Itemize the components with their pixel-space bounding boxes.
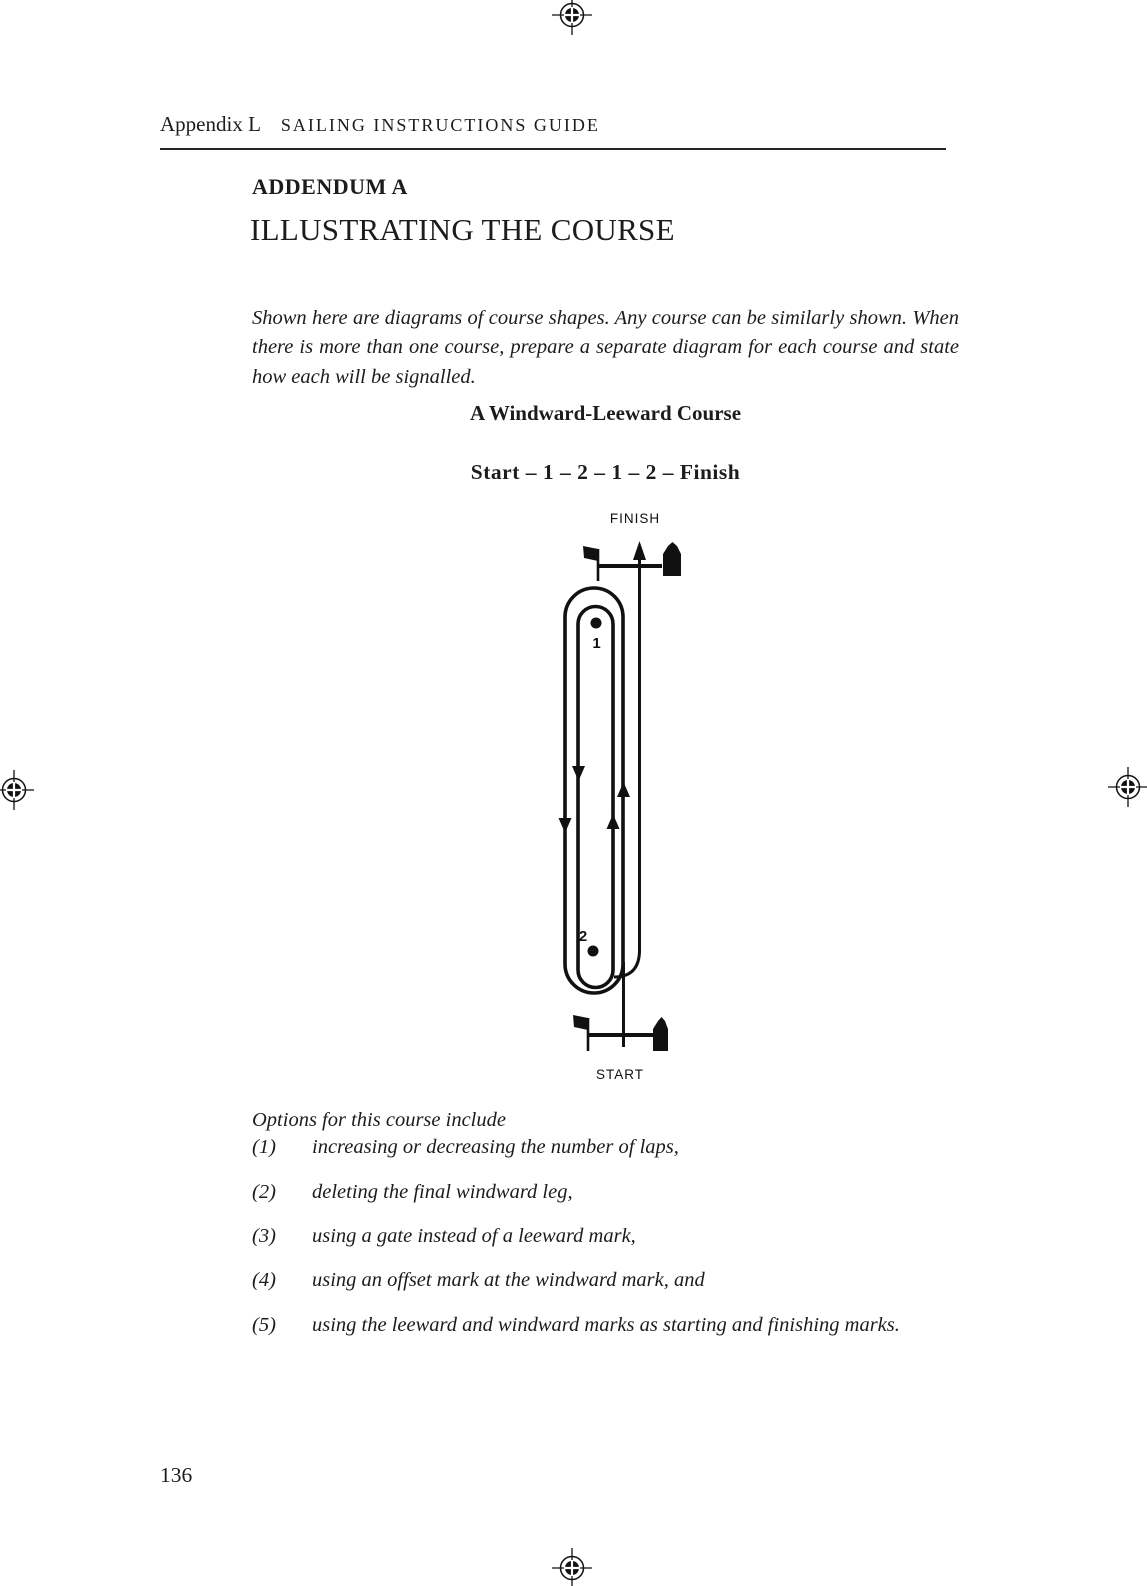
option-number: (5): [252, 1314, 276, 1336]
course-heading: A Windward-Leeward Course: [469, 401, 742, 425]
mark-1: [591, 618, 602, 653]
mark-2-label: 2: [578, 928, 588, 945]
option-number: (3): [252, 1225, 276, 1247]
option-number: (4): [252, 1269, 276, 1291]
guide-title: SAILING INSTRUCTIONS GUIDE: [280, 115, 600, 135]
option-text: deleting the final windward leg,: [312, 1181, 573, 1203]
registration-mark-left-icon: [0, 768, 36, 812]
option-item-2: [252, 1177, 959, 1207]
option-number: (1): [252, 1136, 276, 1158]
start-boat-icon: [653, 1017, 668, 1051]
finish-flag-icon: [583, 546, 598, 581]
mark-2: [579, 928, 599, 957]
down-arrowhead-inner-icon: [572, 766, 585, 781]
finish-boat-icon: [663, 542, 681, 576]
start-label: START: [595, 1067, 645, 1082]
running-header: [160, 112, 946, 150]
registration-mark-right-icon: [1106, 765, 1147, 809]
option-text: increasing or decreasing the number of laps,: [312, 1136, 679, 1158]
up-arrowhead-outer-icon: [617, 782, 630, 797]
mark-1-label: 1: [592, 635, 601, 652]
finish-label: FINISH: [609, 511, 661, 526]
start-flag-icon: [573, 1015, 588, 1051]
down-arrowhead-outer-icon: [559, 818, 572, 833]
up-arrowhead-inner-icon: [607, 814, 620, 829]
page-title: ILLUSTRATING THE COURSE: [250, 212, 675, 247]
intro-paragraph: Shown here are diagrams of course shapes. Any course can be similarly shown. When there is more than one course, prepare a separate diagram for each course and state how each will be signalled.: [252, 306, 959, 388]
option-text: using a gate instead of a leeward mark,: [312, 1225, 636, 1247]
option-text: using an offset mark at the windward mark, and: [312, 1269, 705, 1291]
course-diagram: [470, 505, 770, 1085]
finish-arrowhead-icon: [633, 541, 646, 560]
registration-mark-top-icon: [550, 0, 594, 37]
option-item-4: [252, 1265, 959, 1295]
course-sequence: Start – 1 – 2 – 1 – 2 – Finish: [470, 460, 741, 484]
option-item-3: [252, 1221, 959, 1251]
option-item-1: [252, 1132, 959, 1162]
option-item-5: [252, 1310, 959, 1340]
finish-leg: [614, 541, 646, 977]
appendix-label: Appendix L: [160, 112, 261, 136]
option-text: using the leeward and windward marks as starting and finishing marks.: [312, 1314, 900, 1336]
registration-mark-bottom-icon: [550, 1546, 594, 1586]
option-number: (2): [252, 1181, 276, 1203]
options-intro: Options for this course include: [252, 1108, 506, 1131]
addendum-label: ADDENDUM A: [252, 174, 408, 199]
page-number: 136: [160, 1463, 193, 1487]
